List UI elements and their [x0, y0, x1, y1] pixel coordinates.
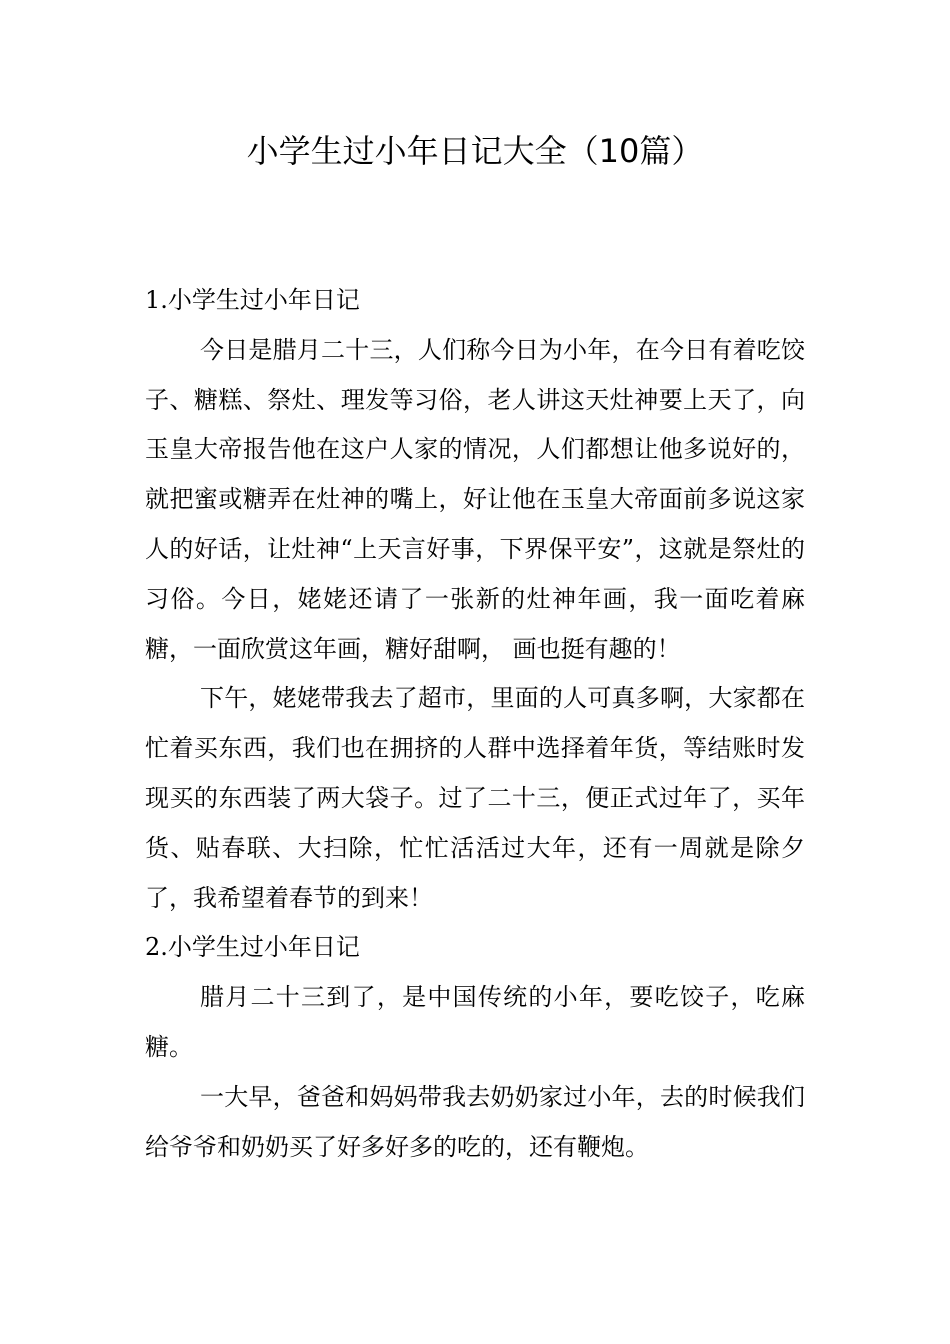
paragraph: 一大早，爸爸和妈妈带我去奶奶家过小年，去的时候我们给爷爷和奶奶买了好多好多的吃的，还有鞭炮。	[145, 1082, 805, 1161]
diary-section-2	[145, 923, 805, 1172]
document-body	[145, 276, 805, 1172]
section-heading: 2.小学生过小年日记	[145, 933, 360, 962]
paragraph: 今日是腊月二十三，人们称今日为小年，在今日有着吃饺子、糖糕、祭灶、理发等习俗，老人讲这天灶神要上天了，向玉皇大帝报告他在这户人家的情况，人们都想让他多说好的，就把蜜或糖弄在灶神的嘴上，好让他在玉皇大帝面前多说这家人的好话，让灶神“上天言好事，下界保平安”，这就是祭灶的习俗。今日，姥姥还请了一张新的灶神年画，我一面吃着麻糖，一面欣赏这年画，糖好甜啊， 画也挺有趣的！	[145, 335, 805, 663]
diary-section-1	[145, 276, 805, 923]
paragraph: 下午，姥姥带我去了超市，里面的人可真多啊，大家都在忙着买东西，我们也在拥挤的人群中选择着年货，等结账时发现买的东西装了两大袋子。过了二十三，便正式过年了，买年货、贴春联、大扫除，忙忙活活过大年，还有一周就是除夕了，我希望着春节的到来！	[145, 684, 805, 912]
section-heading: 1.小学生过小年日记	[145, 286, 360, 314]
paragraph: 腊月二十三到了，是中国传统的小年，要吃饺子，吃麻糖。	[145, 983, 805, 1061]
document-title: 小学生过小年日记大全（10篇）	[246, 132, 704, 170]
